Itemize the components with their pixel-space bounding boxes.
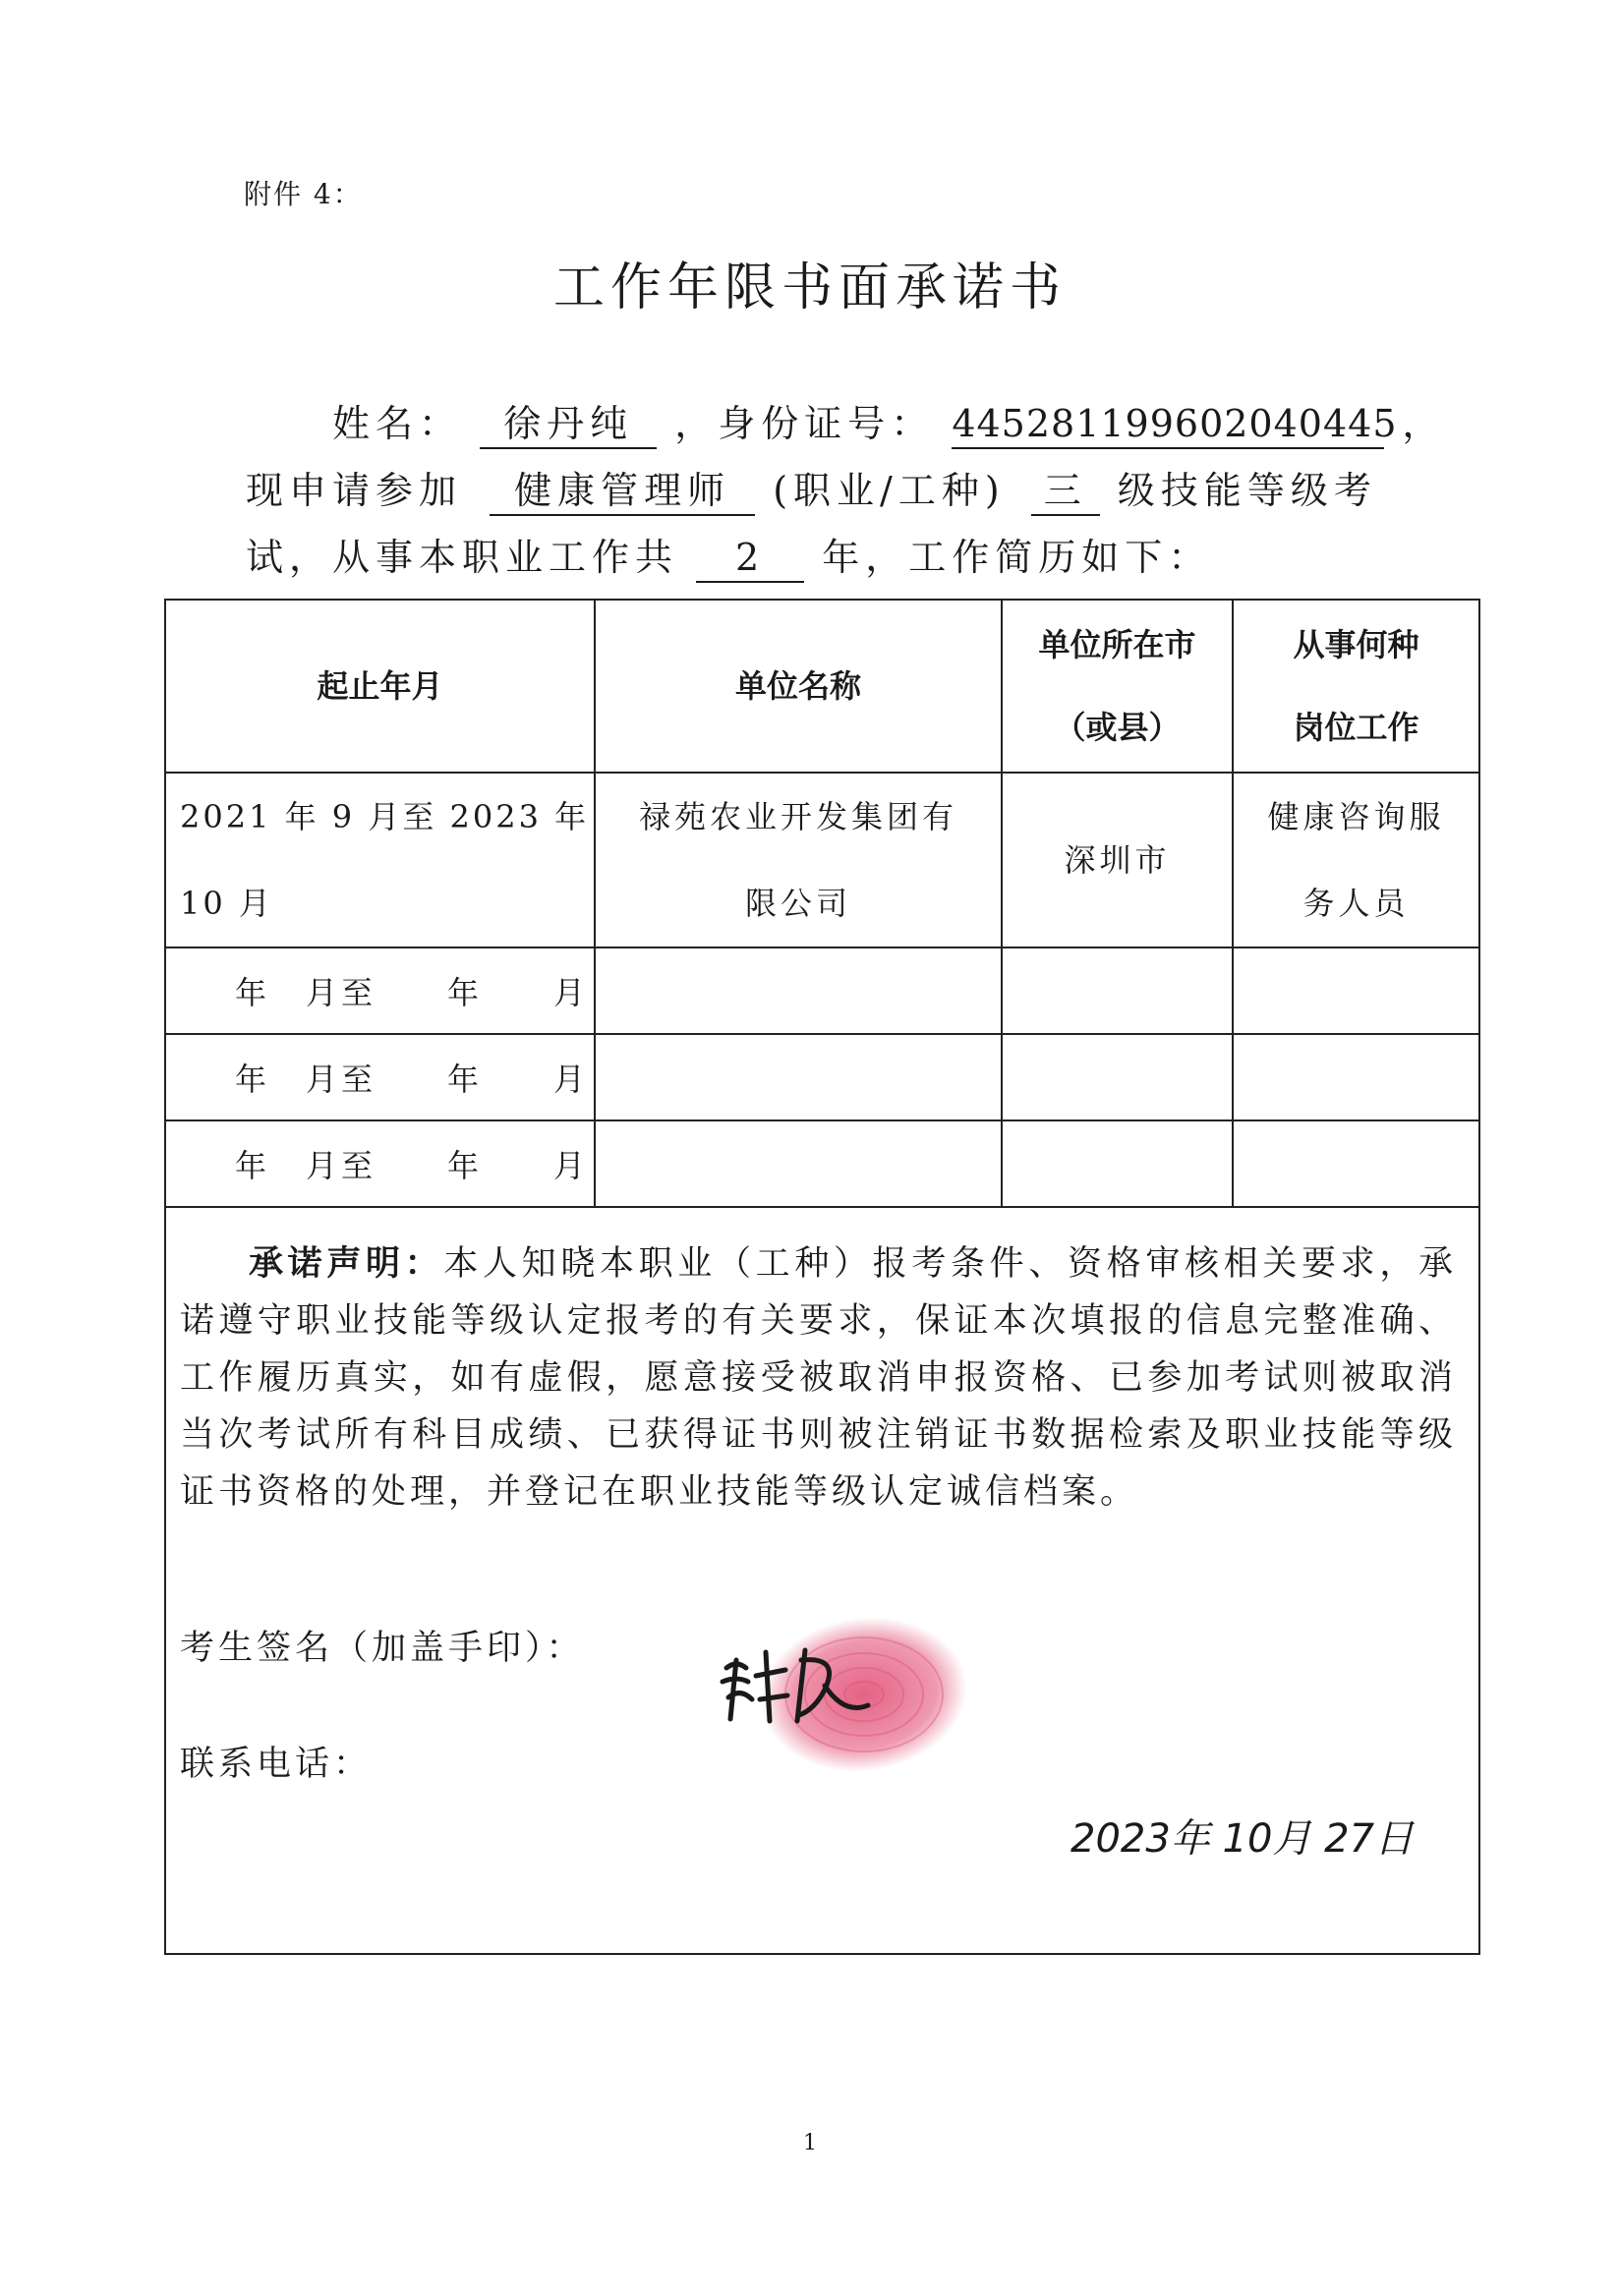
empty-city [1002, 947, 1233, 1034]
declaration-paragraph [180, 1235, 1457, 1521]
empty-unit [595, 1034, 1002, 1120]
empty-period: 年 月至 年 月 [165, 1120, 595, 1207]
row-position [1233, 773, 1479, 947]
header-unit: 单位名称 [595, 600, 1002, 773]
empty-position [1233, 1034, 1479, 1120]
apply-prefix: 现申请参加 [246, 469, 463, 512]
name-field: 徐丹纯 [480, 402, 657, 449]
work-history-table [164, 599, 1480, 1955]
header-position [1233, 600, 1479, 773]
header-city-line2: （或县） [1054, 709, 1181, 746]
signature-thumbprint-graphic [658, 1591, 1012, 1788]
header-city-line1: 单位所在市 [1038, 626, 1196, 663]
phone-label: 联系电话： [180, 1745, 373, 1784]
table-header-row [165, 600, 1479, 773]
occupation-suffix: (职业/工种) [773, 469, 1006, 512]
document-title: 工作年限书面承诺书 [552, 258, 1067, 317]
row-city: 深圳市 [1002, 773, 1233, 947]
attachment-label: 附件 4： [244, 178, 363, 210]
row-unit [595, 773, 1002, 947]
applicant-line-2 [246, 460, 1377, 516]
empty-city [1002, 1120, 1233, 1207]
row-position-line2: 务人员 [1302, 885, 1410, 922]
line3-suffix: 年，工作简历如下： [822, 536, 1212, 579]
empty-city [1002, 1034, 1233, 1120]
header-position-line1: 从事何种 [1293, 626, 1419, 663]
level-suffix: 级技能等级考 [1117, 469, 1377, 512]
years-field: 2 [696, 536, 804, 583]
declaration-row [165, 1207, 1479, 1954]
table-row [165, 1034, 1479, 1120]
empty-period: 年 月至 年 月 [165, 1034, 595, 1120]
phone-row [180, 1737, 372, 1786]
table-row [165, 947, 1479, 1034]
table-row [165, 1120, 1479, 1207]
signature-row [180, 1621, 585, 1670]
occupation-field: 健康管理师 [490, 469, 755, 516]
empty-period: 年 月至 年 月 [165, 947, 595, 1034]
handwritten-date: 2023年 10月 27日 [1070, 1816, 1415, 1862]
empty-position [1233, 1120, 1479, 1207]
id-suffix: ， [1402, 402, 1446, 445]
empty-position [1233, 947, 1479, 1034]
row-period-line2: 10 月 [180, 885, 273, 922]
table-row [165, 773, 1479, 947]
row-position-line1: 健康咨询服 [1267, 798, 1445, 835]
empty-unit [595, 947, 1002, 1034]
header-city [1002, 600, 1233, 773]
id-label: ，身份证号： [674, 402, 935, 445]
row-unit-line1: 禄苑农业开发集团有 [638, 798, 957, 835]
row-period-line1: 2021 年 9 月至 2023 年 [180, 798, 590, 835]
applicant-line-1 [332, 393, 1445, 449]
id-number-field: 445281199602040445 [952, 402, 1384, 449]
applicant-line-3 [246, 527, 1211, 583]
empty-unit [595, 1120, 1002, 1207]
declaration-cell [165, 1207, 1479, 1954]
row-unit-line2: 限公司 [744, 885, 851, 922]
row-period [165, 773, 595, 947]
header-position-line2: 岗位工作 [1293, 709, 1419, 746]
signature-label: 考生签名（加盖手印）： [180, 1629, 585, 1668]
page-number: 1 [803, 2131, 817, 2155]
header-period: 起止年月 [165, 600, 595, 773]
level-field: 三 [1031, 469, 1100, 516]
name-label: 姓名： [332, 402, 463, 445]
declaration-heading: 承诺声明： [249, 1244, 444, 1284]
declaration-text: 本人知晓本职业（工种）报考条件、资格审核相关要求，承诺遵守职业技能等级认定报考的有关要求，保证本次填报的信息完整准确、工作履历真实，如有虚假，愿意接受被取消申报资格、已参加考试则被取消当次考试所有科目成绩、已获得证书则被注销证书数据检索及职业技能等级证书资格的处理，并登记在职业技能等级认定诚信档案。 [180, 1244, 1457, 1512]
line3-prefix: 试，从事本职业工作共 [246, 536, 679, 579]
